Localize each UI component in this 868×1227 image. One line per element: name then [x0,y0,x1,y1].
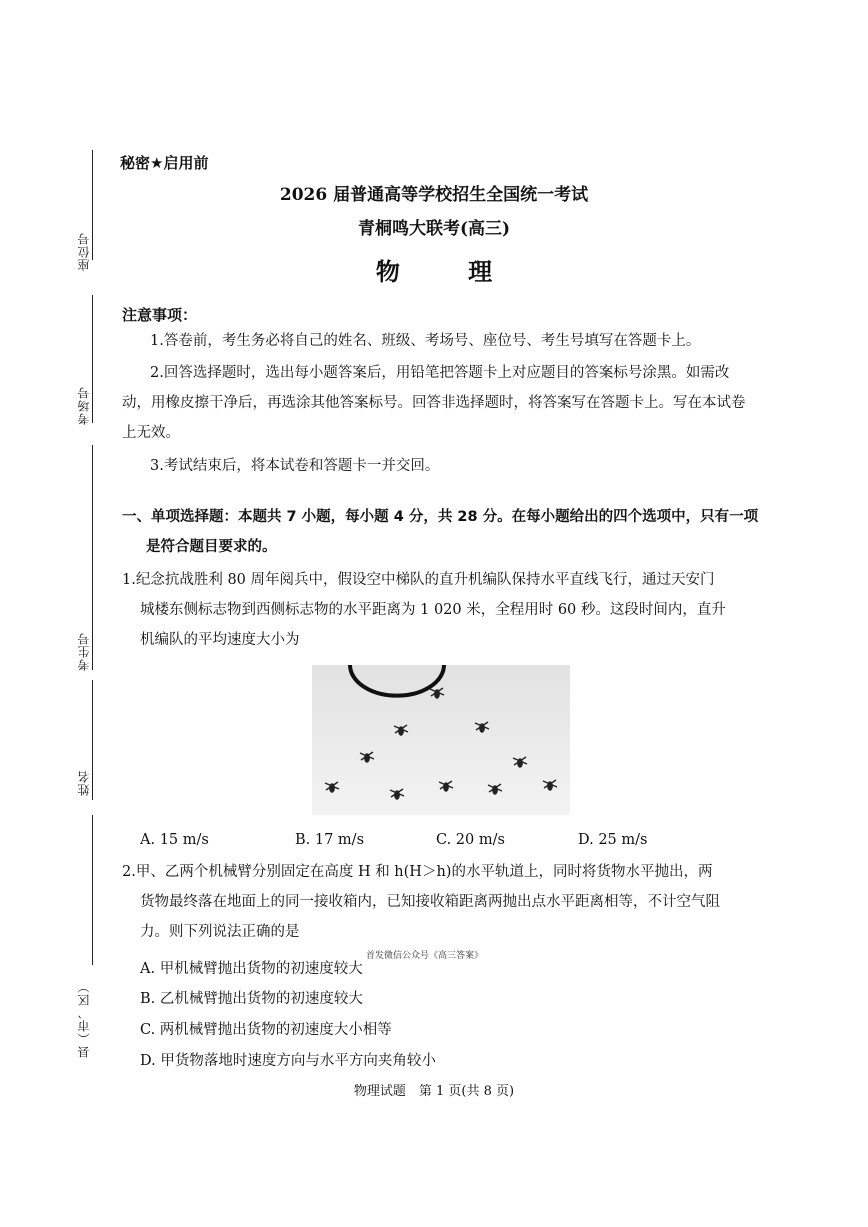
question-line: 2.甲、乙两个机械臂分别固定在高度 H 和 h(H＞h)的水平轨道上，同时将货物水平抛出，两 [122,864,713,880]
notice-title: 注意事项： [122,306,198,324]
room-number-label: 考场号 [77,386,91,425]
section-heading [122,502,762,562]
option-d: D. 25 m/s [578,832,648,848]
secret-label: 秘密★启用前 [120,154,209,172]
page-footer: 物理试题 第 1 页(共 8 页) [353,1084,515,1099]
exam-title: 2026 届普通高等学校招生全国统一考试 [279,185,589,205]
exam-subtitle: 青桐鸣大联考(高三) [357,219,511,239]
option-b: B. 乙机械臂抛出货物的初速度较大 [140,991,363,1007]
option-a: A. 15 m/s [140,832,209,848]
option-b: B. 17 m/s [295,832,365,848]
notice-item: 2.回答选择题时，选出每小题答案后，用铅笔把答题卡上对应题目的答案标号涂黑。如需改动，用橡皮擦干净后，再选涂其他答案标号。回答非选择题时，将答案写在答题卡上。写在本试卷上无效。 [122,365,746,441]
binding-line [92,295,93,423]
binding-line [92,815,93,965]
subject-title: 物 理 [375,257,523,286]
question-line: 货物最终落在地面上的同一接收箱内，已知接收箱距离两抛出点水平距离相等，不计空气阻 [140,894,720,910]
helicopter-formation-drawing [312,665,570,815]
binding-line [92,150,93,260]
question-1 [122,565,762,655]
option-a: A. 甲机械臂抛出货物的初速度较大 [140,961,363,977]
option-d: D. 甲货物落地时速度方向与水平方向夹角较小 [140,1053,436,1069]
question-line: 1.纪念抗战胜利 80 周年阅兵中，假设空中梯队的直升机编队保持水平直线飞行，通过天安门 [122,572,715,588]
question-line: 力。则下列说法正确的是 [140,924,300,940]
option-c: C. 20 m/s [436,832,505,848]
binding-line [92,445,93,670]
question-line: 城楼东侧标志物到西侧标志物的水平距离为 1 020 米，全程用时 60 秒。这段时间内，直升 [140,602,726,618]
helicopter-formation-image [312,665,570,815]
county-label: 县（市、区） [77,980,91,1058]
question-line: 机编队的平均速度大小为 [140,632,300,648]
notice-item: 3.考试结束后，将本试卷和答题卡一并交回。 [150,458,440,474]
question-2 [122,857,762,947]
watermark-text: 首发微信公众号《高三答案》 [366,951,484,961]
name-label: 姓名 [77,770,91,796]
notice-item: 1.答卷前，考生务必将自己的姓名、班级、考场号、座位号、考生号填写在答题卡上。 [150,333,701,349]
seat-number-label: 座位号 [77,232,91,271]
student-number-label: 考生号 [77,632,91,671]
section-heading-line: 是符合题目要求的。 [146,539,277,555]
binding-line [92,680,93,800]
option-c: C. 两机械臂抛出货物的初速度大小相等 [140,1022,392,1038]
section-heading-line: 一、单项选择题：本题共 7 小题，每小题 4 分，共 28 分。在每小题给出的四个选项中，只有一项 [122,509,759,525]
